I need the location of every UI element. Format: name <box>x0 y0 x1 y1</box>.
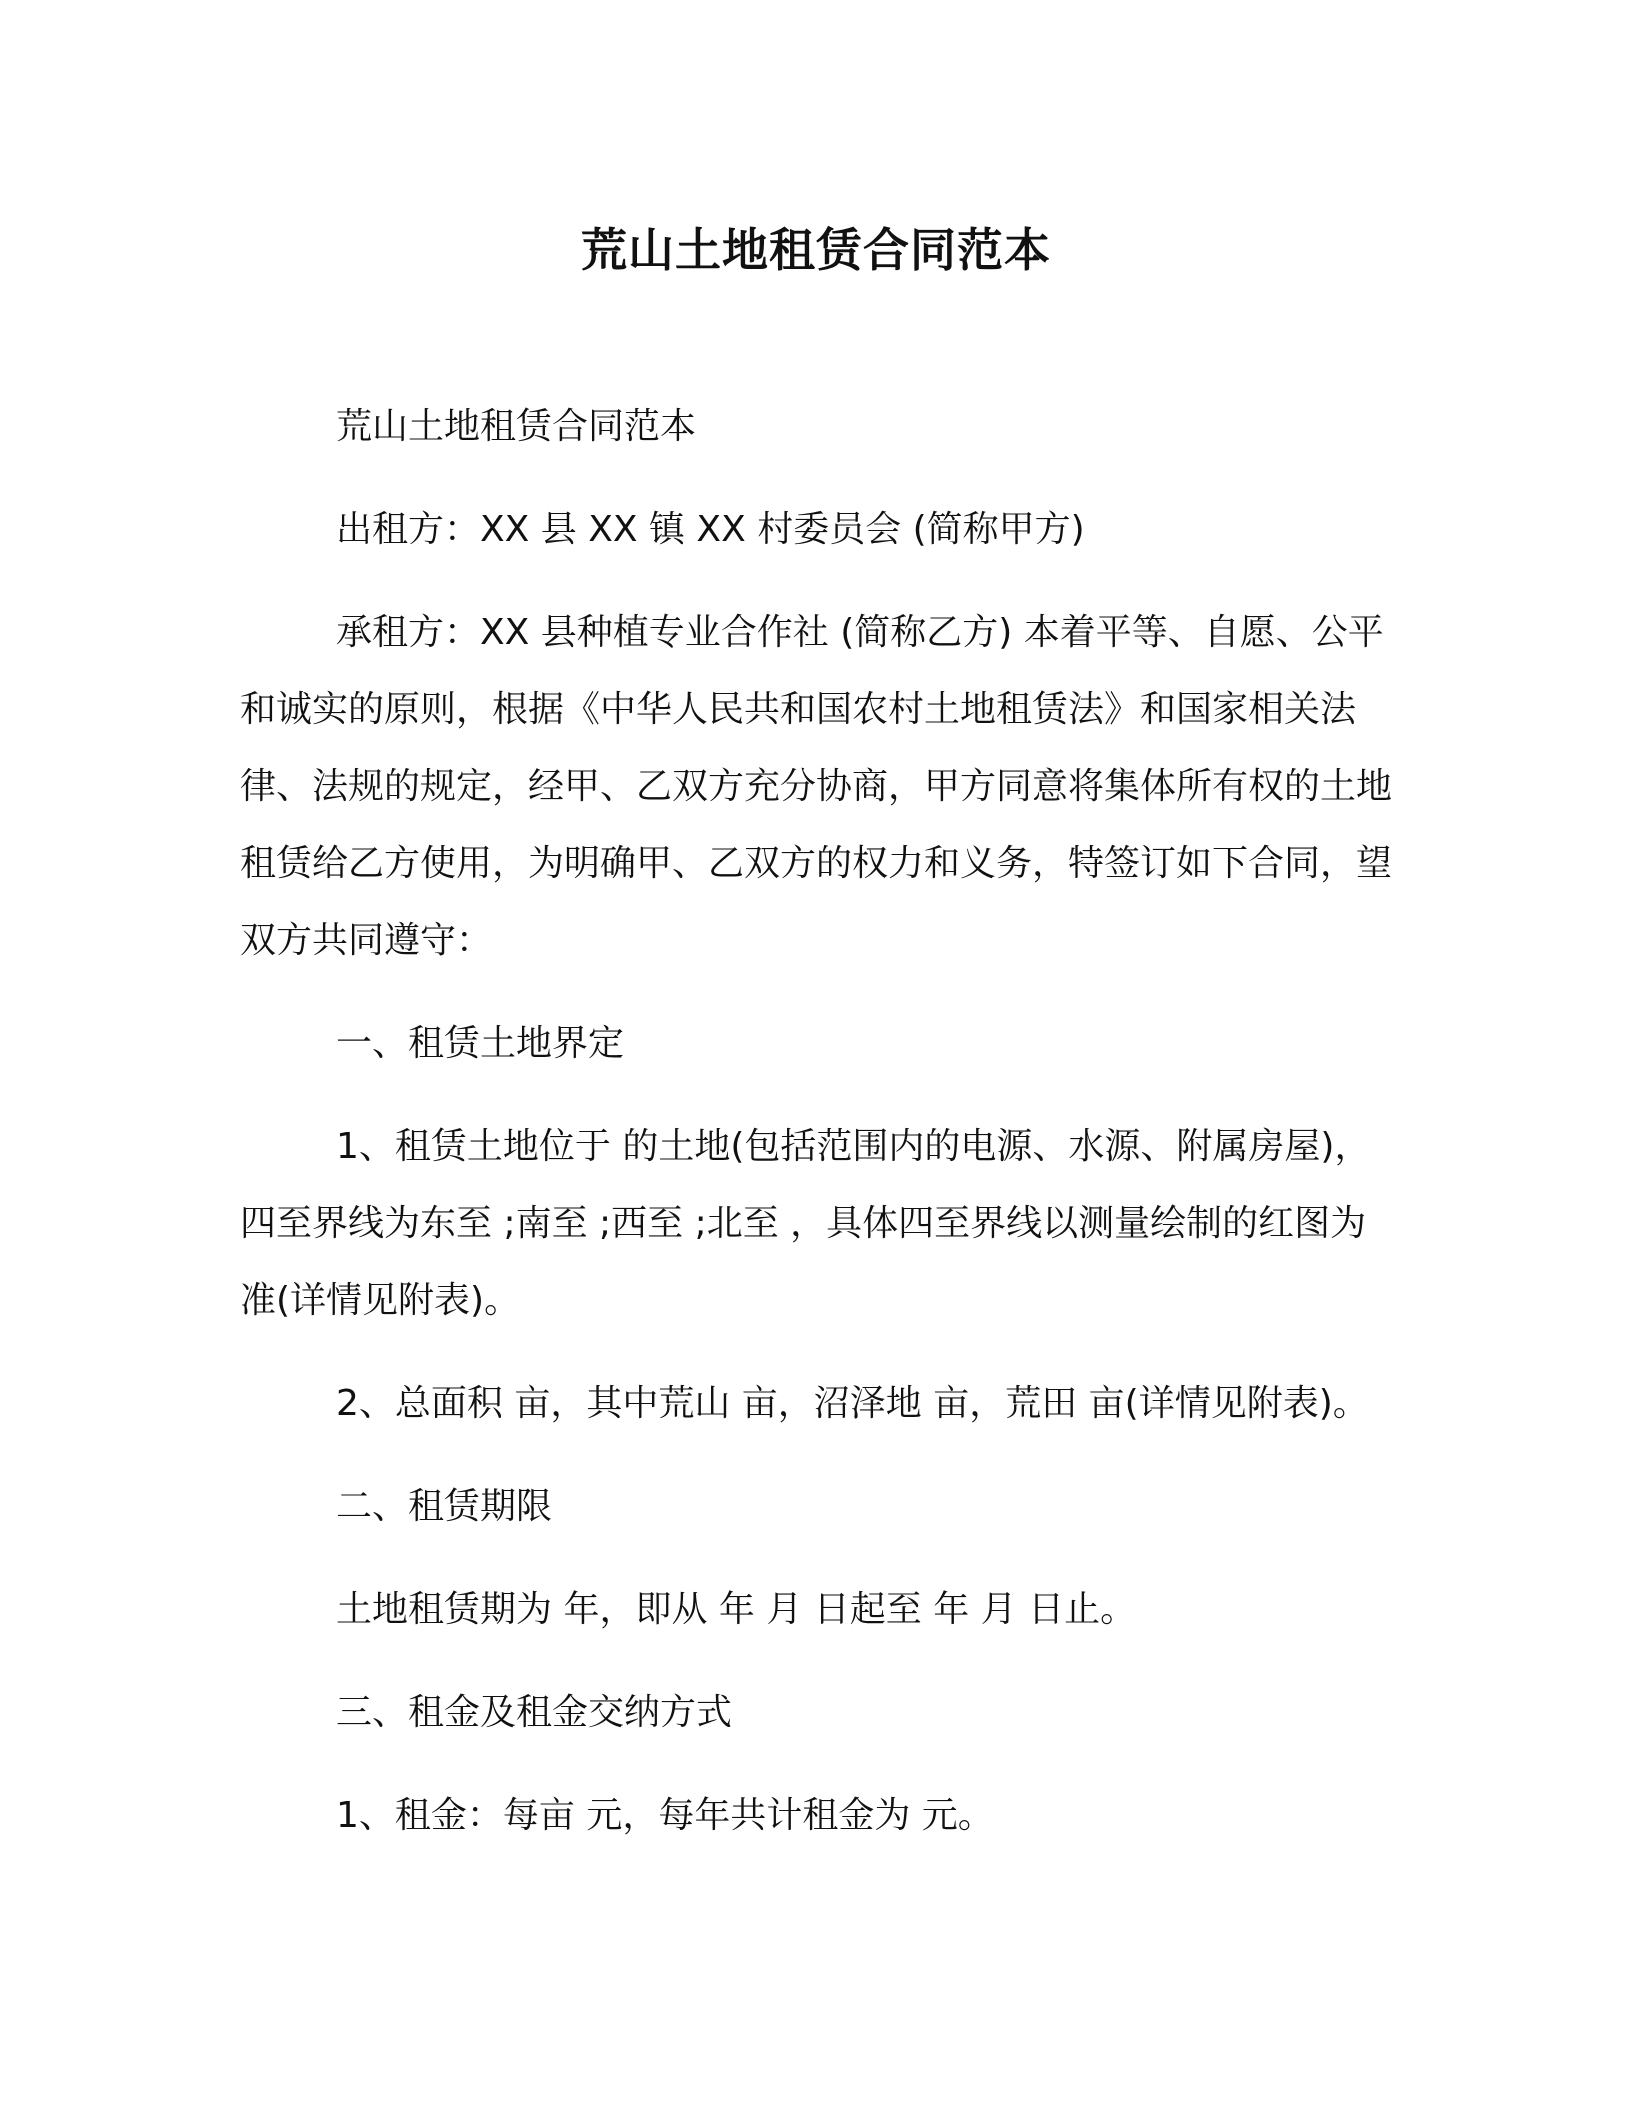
section-heading-rent: 三、租金及租金交纳方式 <box>336 1692 733 1733</box>
document-body <box>240 388 1400 1880</box>
paragraph-subtitle: 荒山土地租赁合同范本 <box>336 406 697 447</box>
paragraph-rent: 1、租金：每亩 元，每年共计租金为 元。 <box>336 1795 994 1836</box>
paragraph-lessor: 出租方：XX 县 XX 镇 XX 村委员会 (简称甲方) <box>336 509 1085 550</box>
paragraph-land-area: 2、总面积 亩，其中荒山 亩，沼泽地 亩，荒田 亩(详情见附表)。 <box>336 1383 1369 1424</box>
paragraph-lessee: 承租方：XX 县种植专业合作社 (简称乙方) 本着平等、自愿、公平和诚实的原则，根据《中华人民共和国农村土地租赁法》和国家相关法律、法规的规定，经甲、乙双方充分协商，甲方同意将集体所有权的土地租赁给乙方使用，为明确甲、乙双方的权力和义务，特签订如下合同，望双方共同遵守： <box>240 612 1393 961</box>
section-heading-land-definition: 一、租赁土地界定 <box>336 1023 625 1064</box>
paragraph-land-location: 1、租赁土地位于 的土地(包括范围内的电源、水源、附属房屋)，四至界线为东至 ;南至 ;西至 ;北至 ，具体四至界线以测量绘制的红图为准(详情见附表)。 <box>240 1126 1371 1321</box>
paragraph-lease-term: 土地租赁期为 年，即从 年 月 日起至 年 月 日止。 <box>336 1589 1137 1630</box>
section-heading-lease-term: 二、租赁期限 <box>336 1486 553 1527</box>
document-title: 荒山土地租赁合同范本 <box>581 223 1051 277</box>
